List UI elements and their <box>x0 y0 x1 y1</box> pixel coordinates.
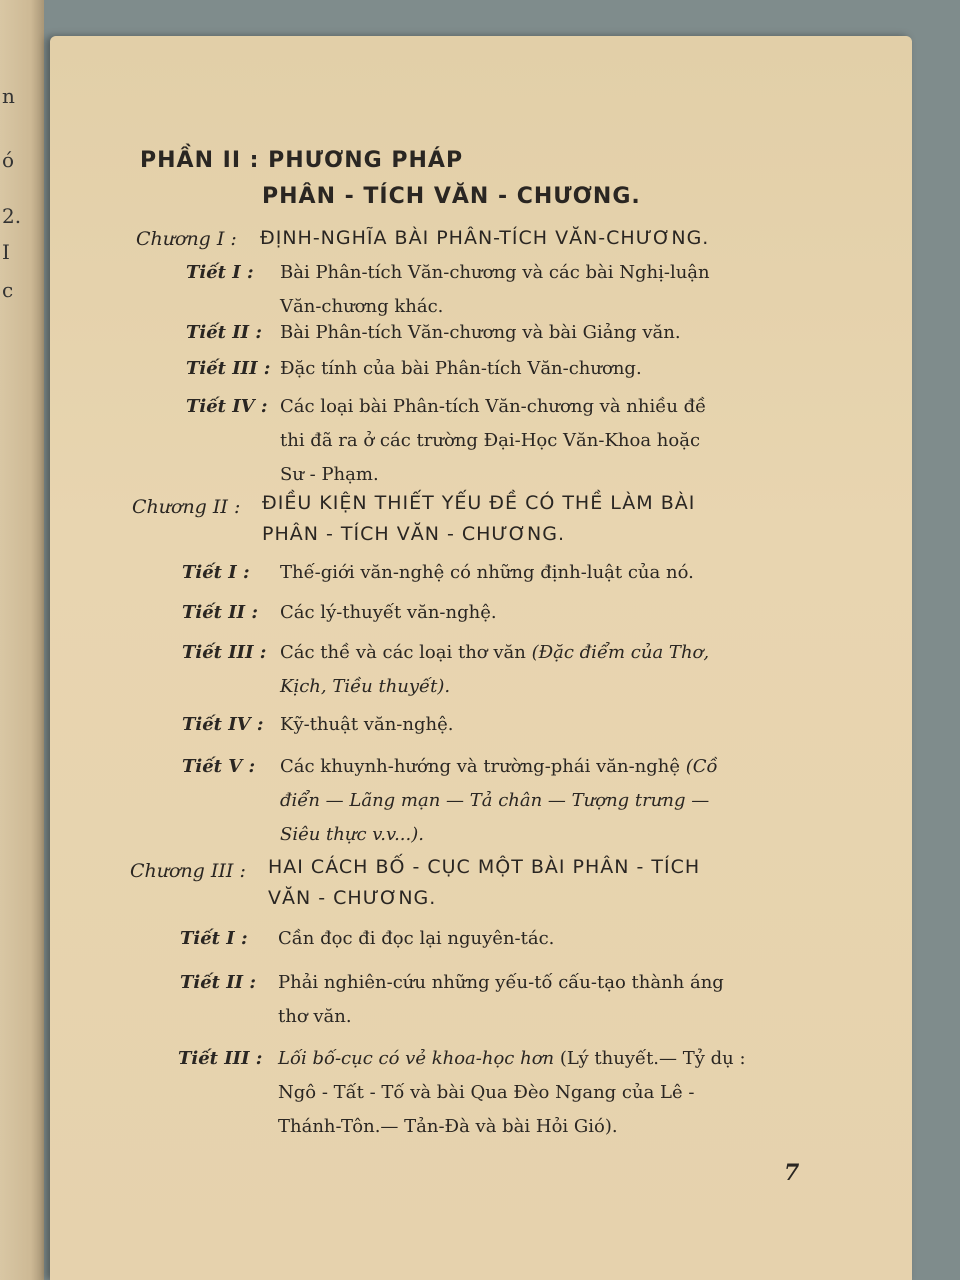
section-label: Tiết III : <box>186 358 271 379</box>
left-fragment: c <box>2 278 14 302</box>
left-fragment: n <box>2 84 15 108</box>
section-text: Phải nghiên-cứu những yếu-tố cấu-tạo thành áng thơ văn. <box>278 972 724 1027</box>
section-label: Tiết I : <box>186 262 254 283</box>
part-heading-line2: PHÂN - TÍCH VĂN - CHƯƠNG. <box>262 184 641 209</box>
chapter-label: Chương I : <box>136 228 237 250</box>
section-text: Kỹ-thuật văn-nghệ. <box>280 714 454 735</box>
section-label: Tiết II : <box>182 602 259 623</box>
section-label: Tiết II : <box>186 322 263 343</box>
section-text: Lối bố-cục có vẻ khoa-học hơn (Lý thuyết.— Tỷ dụ : Ngô - Tất - Tố và bài Qua Đèo Ngang của Lê - Thánh-Tôn.— Tản-Đà và bài Hỏi Gió). <box>278 1048 746 1137</box>
section-text: Các lý-thuyết văn-nghệ. <box>280 602 497 623</box>
page-number: 7 <box>784 1160 800 1186</box>
section-text: Bài Phân-tích Văn-chương và các bài Nghị-luận Văn-chương khác. <box>280 262 710 317</box>
section-label: Tiết I : <box>180 928 248 949</box>
section-text: Các thề và các loại thơ văn (Đặc điểm của Thơ, Kịch, Tiều thuyết). <box>280 642 710 697</box>
chapter-label: Chương III : <box>130 860 246 882</box>
section-label: Tiết IV : <box>186 396 268 417</box>
left-fragment: 2. <box>2 204 22 228</box>
section-label: Tiết I : <box>182 562 250 583</box>
section-text: Cần đọc đi đọc lại nguyên-tác. <box>278 928 555 949</box>
chapter-title: HAI CÁCH BỐ - CỤC MỘT BÀI PHÂN - TÍCH VĂN - CHƯƠNG. <box>268 856 701 909</box>
section-label: Tiết II : <box>180 972 257 993</box>
section-text: Thế-giới văn-nghệ có những định-luật của nó. <box>280 562 694 583</box>
section-label: Tiết III : <box>178 1048 263 1069</box>
section-label: Tiết III : <box>182 642 267 663</box>
book-page <box>50 36 912 1280</box>
part-heading-line1: PHẦN II : PHƯƠNG PHÁP <box>140 148 464 173</box>
section-text: Đặc tính của bài Phân-tích Văn-chương. <box>280 358 642 379</box>
section-text: Bài Phân-tích Văn-chương và bài Giảng văn. <box>280 322 681 343</box>
chapter-title: ĐIỀU KIỆN THIẾT YẾU ĐỀ CÓ THỀ LÀM BÀI PHÂN - TÍCH VĂN - CHƯƠNG. <box>262 492 696 545</box>
section-text: Các khuynh-hướng và trường-phái văn-nghệ (Cồ điển — Lãng mạn — Tả chân — Tượng trưng — Siêu thực v.v...). <box>280 756 718 845</box>
section-label: Tiết IV : <box>182 714 264 735</box>
section-label: Tiết V : <box>182 756 256 777</box>
chapter-label: Chương II : <box>132 496 241 518</box>
left-fragment: ó <box>2 148 15 172</box>
left-fragment: I <box>2 240 10 264</box>
section-text: Các loại bài Phân-tích Văn-chương và nhiều đề thi đã ra ở các trường Đại-Học Văn-Khoa hoặc Sư - Phạm. <box>280 396 707 485</box>
previous-page-edge <box>0 0 44 1280</box>
chapter-title: ĐỊNH-NGHĨA BÀI PHÂN-TÍCH VĂN-CHƯƠNG. <box>260 227 710 249</box>
